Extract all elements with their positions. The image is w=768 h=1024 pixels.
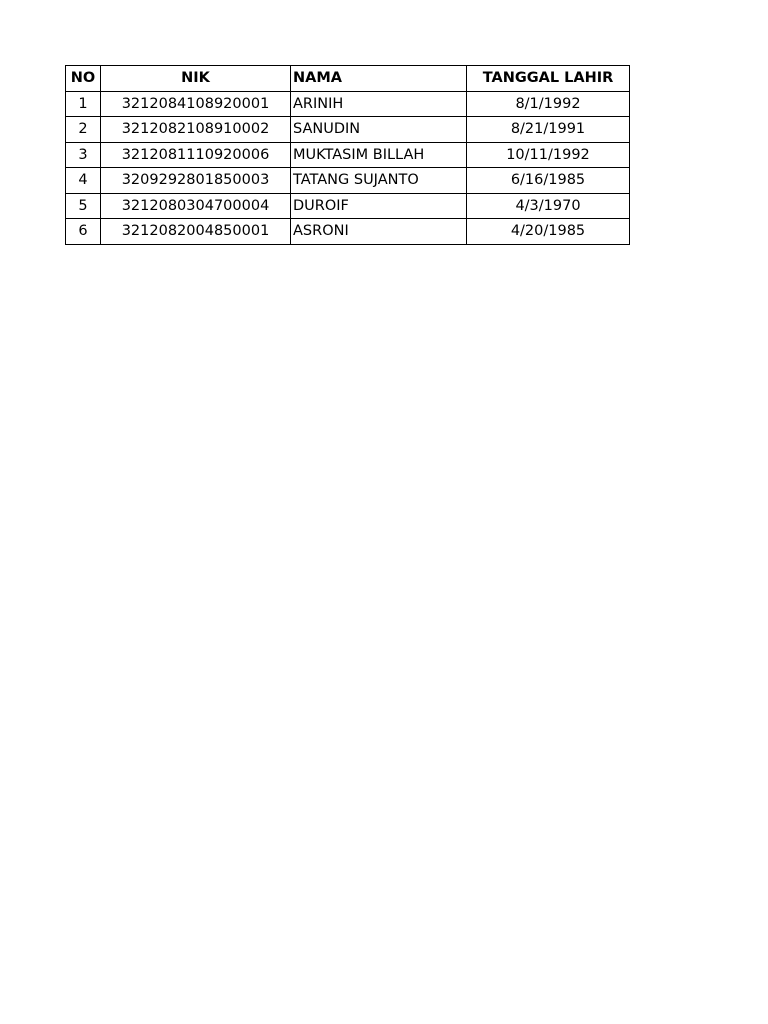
cell-nama: MUKTASIM BILLAH (291, 142, 467, 168)
cell-no: 3 (66, 142, 101, 168)
cell-tanggal-lahir: 8/1/1992 (467, 91, 630, 117)
cell-nama: ARINIH (291, 91, 467, 117)
table-row (66, 117, 630, 143)
header-no: NO (66, 66, 101, 92)
table-row (66, 168, 630, 194)
cell-nik: 3212080304700004 (101, 193, 291, 219)
table-row (66, 193, 630, 219)
table-row (66, 91, 630, 117)
cell-nama: DUROIF (291, 193, 467, 219)
data-table (65, 65, 630, 245)
header-nik: NIK (101, 66, 291, 92)
cell-no: 6 (66, 219, 101, 245)
cell-nik: 3212084108920001 (101, 91, 291, 117)
cell-no: 5 (66, 193, 101, 219)
cell-nama: TATANG SUJANTO (291, 168, 467, 194)
table-header-row (66, 66, 630, 92)
header-tanggal-lahir: TANGGAL LAHIR (467, 66, 630, 92)
cell-no: 1 (66, 91, 101, 117)
table-row (66, 219, 630, 245)
cell-tanggal-lahir: 4/20/1985 (467, 219, 630, 245)
cell-nik: 3212081110920006 (101, 142, 291, 168)
cell-no: 2 (66, 117, 101, 143)
cell-nik: 3209292801850003 (101, 168, 291, 194)
cell-nama: ASRONI (291, 219, 467, 245)
table-row (66, 142, 630, 168)
cell-tanggal-lahir: 4/3/1970 (467, 193, 630, 219)
cell-tanggal-lahir: 10/11/1992 (467, 142, 630, 168)
cell-nama: SANUDIN (291, 117, 467, 143)
cell-tanggal-lahir: 6/16/1985 (467, 168, 630, 194)
cell-nik: 3212082108910002 (101, 117, 291, 143)
cell-no: 4 (66, 168, 101, 194)
cell-nik: 3212082004850001 (101, 219, 291, 245)
header-nama: NAMA (291, 66, 467, 92)
cell-tanggal-lahir: 8/21/1991 (467, 117, 630, 143)
